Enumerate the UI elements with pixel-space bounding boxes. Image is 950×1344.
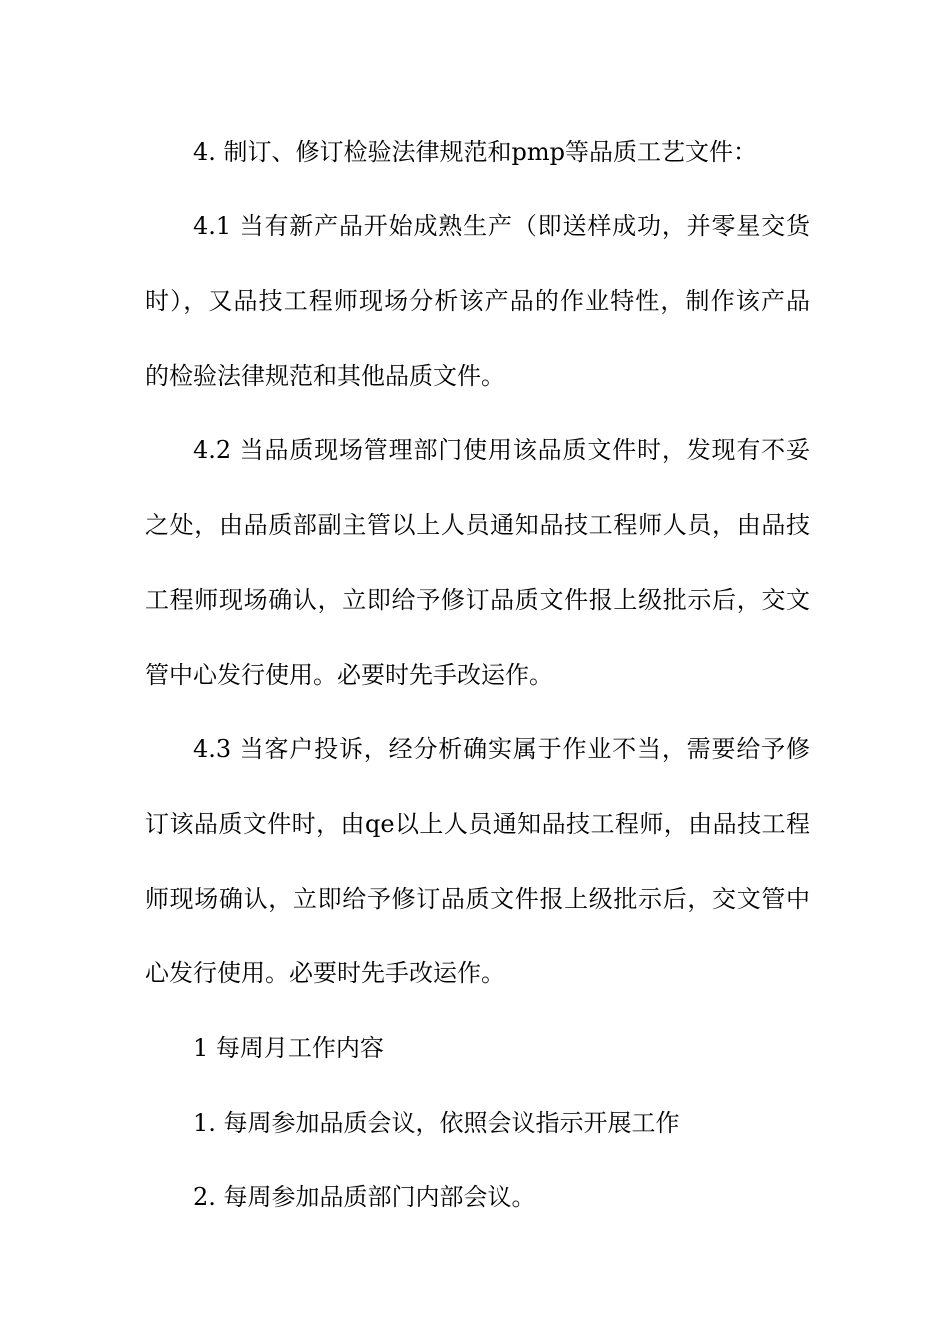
- weekly-item-1: 1. 每周参加品质会议，依照会议指示开展工作: [193, 1109, 680, 1137]
- paragraph-4-3-line-1: 4.3 当客户投诉，经分析确实属于作业不当，需要给予修: [193, 735, 810, 763]
- paragraph-4-3-line-2: 订该品质文件时，由qe以上人员通知品技工程师，由品技工程: [145, 810, 810, 838]
- paragraph-4-3-line-4: 心发行使用。必要时先手改运作。: [145, 959, 505, 987]
- paragraph-4-2-line-1: 4.2 当品质现场管理部门使用该品质文件时，发现有不妥: [193, 436, 810, 464]
- weekly-item-2: 2. 每周参加品质部门内部会议。: [193, 1183, 536, 1211]
- paragraph-4-1-line-1: 4.1 当有新产品开始成熟生产（即送样成功，并零星交货: [193, 212, 810, 240]
- section-heading-weekly: 1 每周月工作内容: [193, 1034, 384, 1062]
- paragraph-4-3-line-3: 师现场确认，立即给予修订品质文件报上级批示后，交文管中: [145, 885, 810, 913]
- paragraph-4-2-line-4: 管中心发行使用。必要时先手改运作。: [145, 661, 553, 689]
- paragraph-4-2-line-2: 之处，由品质部副主管以上人员通知品技工程师人员，由品技: [145, 511, 810, 539]
- heading-item-4: 4. 制订、修订检验法律规范和pmp等品质工艺文件：: [193, 138, 758, 166]
- paragraph-4-1-line-3: 的检验法律规范和其他品质文件。: [145, 362, 505, 390]
- paragraph-4-1-line-2: 时），又品技工程师现场分析该产品的作业特性，制作该产品: [145, 287, 810, 315]
- paragraph-4-2-line-3: 工程师现场确认，立即给予修订品质文件报上级批示后，交文: [145, 586, 810, 614]
